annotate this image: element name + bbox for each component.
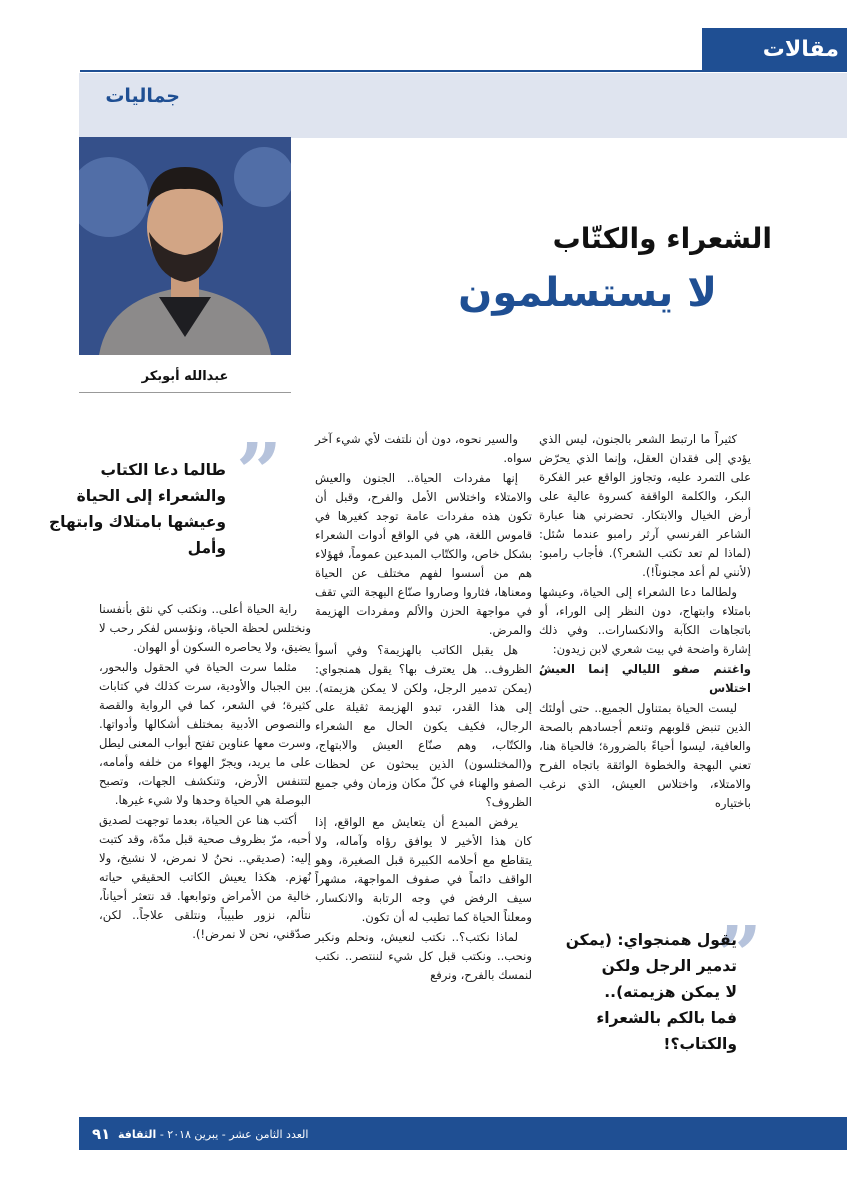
paragraph: كثيراً ما ارتبط الشعر بالجنون، ليس الذي يؤدي إلى فقدان العقل، وإنما الذي يحرّض على التمرد عليه، وتجاوز الواقع عبر الفكرة البكر، والكلمة الواقفة كسروة عالية على أرض الخيال والابتكار. تحضرني هنا عبارة الشاعر الفرنسي آرثر رامبو عندما سُئل: (لماذا لم تعد تكتب الشعر؟). فأجاب رامبو: (لأنني لم أعد مجنوناً!). [539, 432, 751, 579]
pull-quote-line: لا يمكن هزيمته).. [604, 983, 737, 1001]
paragraph: هل يقبل الكاتب بالهزيمة؟ وفي أسوأ الظروف.. هل يعترف بها؟ يقول همنجواي: (يمكن تدمير الرجل، ولكن لا يمكن هزيمته). إلى هذا القدر، تبدو الهزيمة ثقيلة على الرجال، فكيف يكون الحال مع الشعراء والكتّاب، وهم صنّاع العيش والابتهاج، و(المختلسون) الذين يبحثون عن لحظات الصفو والهناء في كلّ مكان وزمان وفي جميع الظروف؟ [315, 643, 532, 809]
quote-mark-icon: ” [235, 425, 282, 519]
paragraph: والسير نحوه، دون أن نلتفت لأي شيء آخر سواه. [315, 432, 532, 465]
pull-quote-2 [566, 927, 737, 1057]
body-column-left [99, 600, 311, 945]
paragraph: ولطالما دعا الشعراء إلى الحياة، وعيشها بامتلاء وابتهاج، دون النظر إلى الوراء، أو باتجاهات الكآبة والانكسارات.. وفي ذلك إشارة واضحة في بيت شعري لابن زيدون: [539, 585, 751, 656]
column-name: جماليات [105, 85, 180, 107]
footer-issue: العدد الثامن عشر - يبرين ٢٠١٨ - [159, 1128, 309, 1141]
author-name: عبدالله أبوبكر [141, 369, 229, 384]
paragraph: يرفض المبدع أن يتعايش مع الواقع، إذا كان هذا الأخير لا يوافق رؤاه وآماله، ولا يتقاطع مع أحلامه الكبيرة قبل الصغيرة، وهو الواقف دائماً في صفوف المواجهة، مشهراً سيف الرفض في وجه الرتابة والانكسار، ومعلناً الحياة كما تطيب له أن تكون. [315, 815, 532, 924]
pull-quote-line: طالما دعا الكتاب [100, 461, 226, 479]
header-band [79, 73, 847, 138]
footer-issue-text [118, 1124, 308, 1146]
article-title-line2: لا يستسلمون [458, 270, 717, 316]
body-column-middle [315, 430, 532, 986]
pull-quote-line: يقول همنجواي: (يمكن [565, 931, 737, 949]
article-title-line1: الشعراء والكتّاب [552, 222, 772, 255]
paragraph: راية الحياة أعلى.. ونكتب كي نثق بأنفسنا ونختلس لحظة الحياة، ونؤسس لفكر رحب لا يضيق، ولا يحاصره السكون أو الهوان. [99, 602, 311, 654]
page-number: ٩١ [92, 1125, 111, 1143]
paragraph: مثلما سرت الحياة في الحقول والبحور، بين الجبال والأودية، سرت كذلك في كتابات كثيرة؛ في الشعر، كما في الرواية والقصة والنصوص الأدبية بمختلف أشكالها وأدواتها. وسرت معها عناوين تفتح أبواب المعنى ليطل على ما يريد، ويجرّ الهواء من خلفه وأمامه، لتتنفس الأرض، وتنكشف الجهات، وتصبح البوصلة هي الحياة وحدها ولا شيء غيرها. [99, 660, 311, 807]
paragraph: ليست الحياة بمتناول الجميع.. حتى أولئك الذين تنبض قلوبهم وتنعم أجسادهم بالصحة والعافية، ليسوا أحياءً بالضرورة؛ فالحياة هنا، تعني البهجة والخطوة الواثقة باتجاه الفرح والامتلاء، واختلاس العيش، الذي نرغب باختياره [539, 701, 751, 810]
pull-quote-line: تدمير الرجل ولكن [601, 957, 737, 975]
poem-verse: واغتنم صفو الليالي إنما العيشُ اختلاس [539, 662, 751, 695]
author-photo [79, 137, 291, 355]
author-rule [79, 392, 291, 393]
pull-quote-line: والكتاب؟! [663, 1035, 737, 1053]
paragraph: أكتب هنا عن الحياة، بعدما توجهت لصديق أحبه، مرّ بظروف صحية قبل مدّة، وقد كتبت إليه: (صديقي.. نحنُ لا نمرض، لا نشيخ، ولا نُهزم. هكذا يعيش الكاتب الحقيقي حياته خالية من الأمراض وتوابعها. قد نتعثر أحياناً، نتألم، نزور طبيباً، ونتلقى علاجاً.. لكن، صدّقني، نحن لا نمرض!). [99, 813, 311, 941]
paragraph: لماذا نكتب؟.. نكتب لنعيش، ونحلم ونكبر ونحب.. ونكتب قبل كل شيء لننتصر.. نكتب لنمسك بالفرح، ونرفع [315, 930, 532, 982]
pull-quote-line: وعيشها بامتلاك وابتهاج [48, 513, 226, 531]
pull-quote-1 [49, 457, 226, 561]
pull-quote-line: والشعراء إلى الحياة [76, 487, 226, 505]
quote-mark-icon: ” [715, 908, 762, 1002]
header-rule [80, 70, 847, 72]
pull-quote-line: وأمل [187, 539, 226, 557]
paragraph: إنها مفردات الحياة.. الجنون والعيش والامتلاء واختلاس الأمل والفرح، وقبل أن تكون هذه مفردات عامة توجد كغيرها في قاموس اللغة، هي في الواقع أدوات الشعراء بشكل خاص، والكتّاب المبدعين عموماً، فهؤلاء هم من أسسوا لفهم مختلف عن الحياة ومعناها، فثاروا وصاروا صنّاع البهجة التي تقف في مواجهة الحزن والألم ومفردات الهزيمة والمرض. [315, 471, 532, 637]
footer-brand: الثقافة [118, 1128, 157, 1141]
body-column-right [539, 430, 751, 814]
section-tab: مقالات [702, 28, 847, 72]
pull-quote-line: فما بالكم بالشعراء [596, 1009, 737, 1027]
